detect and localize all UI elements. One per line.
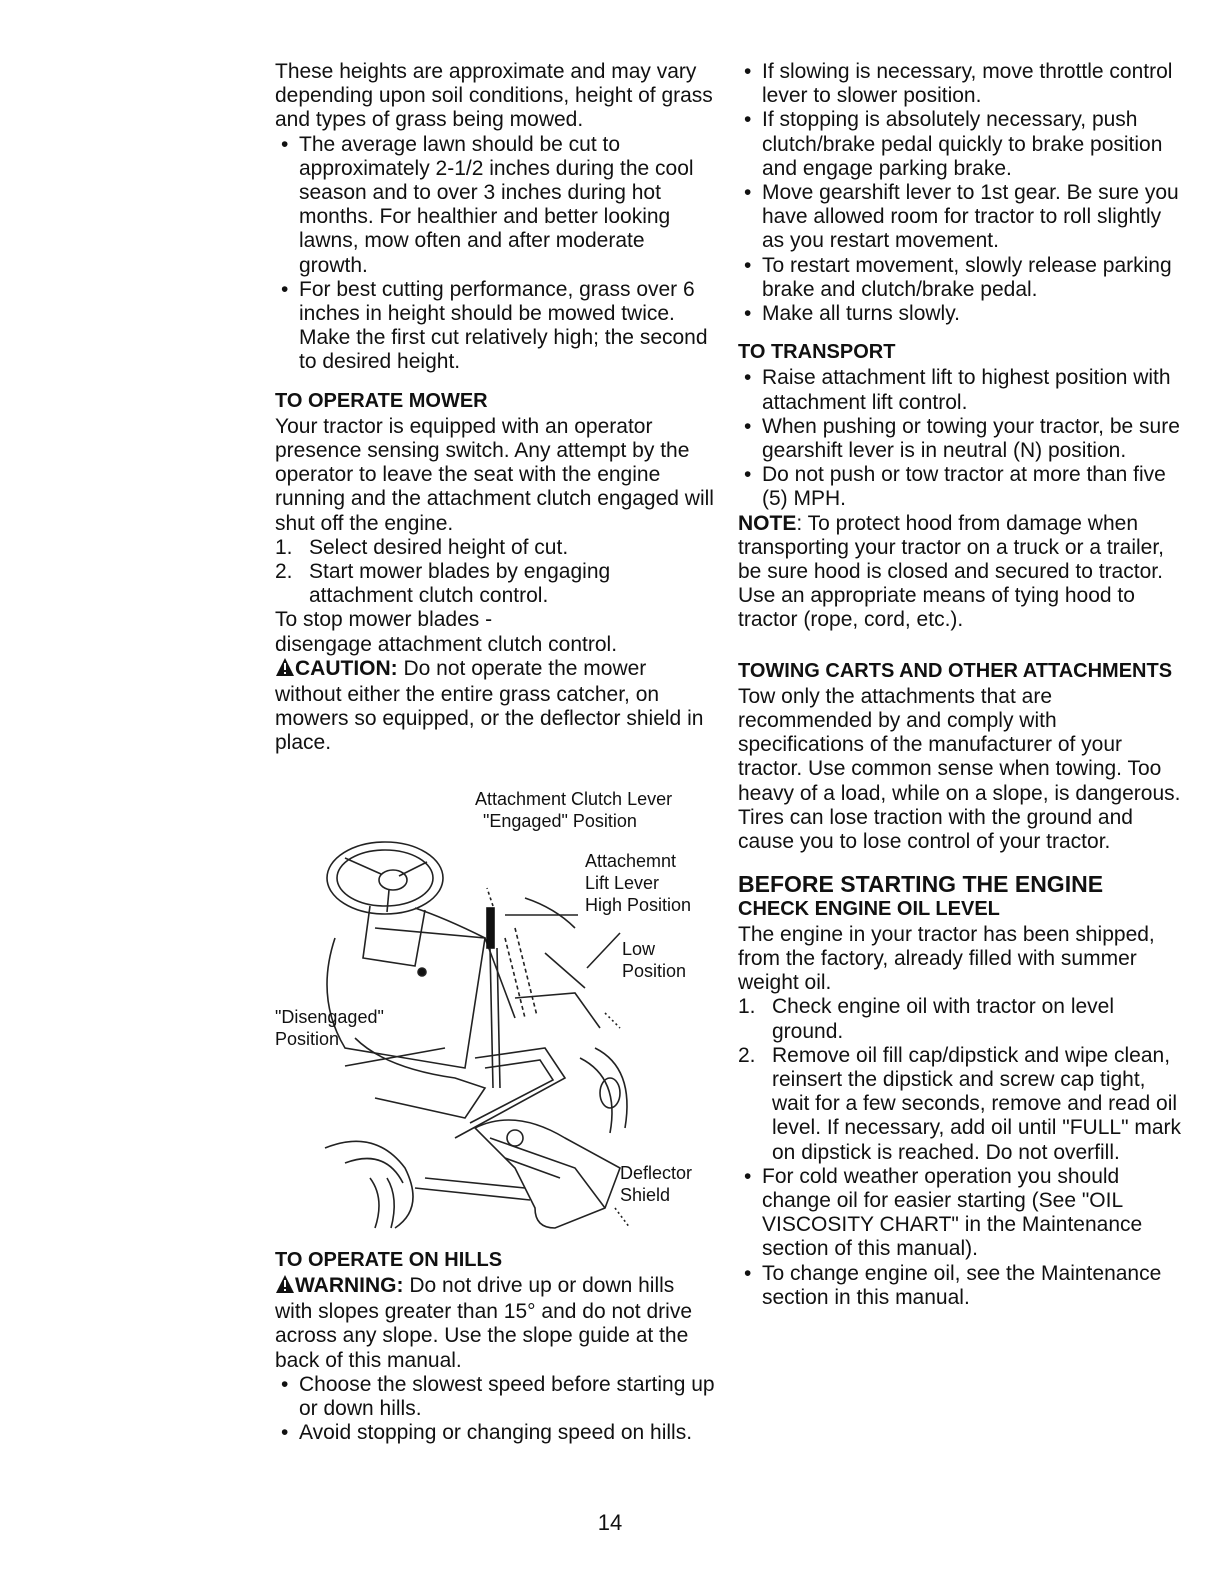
oil-list — [738, 1165, 1183, 1310]
callout-line: "Disengaged" — [275, 1006, 384, 1027]
list-item: • Do not push or tow tractor at more than five (5) MPH. — [738, 463, 1183, 511]
step-text: Check engine oil with tractor on level ground. — [772, 995, 1115, 1043]
list-item: • Make all turns slowly. — [738, 302, 1183, 326]
stop-blades-line: disengage attachment clutch control. — [275, 632, 618, 656]
list-item: • Choose the slowest speed before starting up or down hills. — [275, 1373, 715, 1421]
list-item — [275, 536, 715, 560]
note-text: : To protect hood from damage when transporting your tractor on a truck or a trailer, be sure hood is closed and secured to tractor. Use an appropriate means of tying hood to tractor (rope, cord, etc.). — [738, 511, 1165, 632]
caution-triangle-icon — [275, 657, 295, 683]
caution-label: CAUTION: — [295, 656, 398, 680]
step-number: 1. — [275, 535, 293, 559]
clutch-lever-callout — [475, 788, 672, 832]
operate-mower-steps — [275, 536, 715, 609]
step-number: 1. — [738, 995, 756, 1019]
callout-line: Shield — [620, 1184, 671, 1205]
step-text: Start mower blades by engaging attachment clutch control. — [309, 560, 611, 608]
towing-heading: TOWING CARTS AND OTHER ATTACHMENTS — [738, 659, 1173, 682]
left-column — [275, 60, 715, 1445]
step-text: Select desired height of cut. — [309, 535, 569, 559]
warning-label: WARNING: — [295, 1273, 404, 1297]
callout-line: Attachment Clutch Lever — [475, 788, 673, 809]
operate-mower-heading: TO OPERATE MOWER — [275, 389, 488, 412]
list-item: • Raise attachment lift to highest position with attachment lift control. — [738, 366, 1183, 414]
operate-mower-paragraph: Your tractor is equipped with an operator presence sensing switch. Any attempt by the operator to leave the seat with the engine running and the attachment clutch engaged will shut off the engine. — [275, 414, 714, 535]
oil-paragraph: The engine in your tractor has been shipped, from the factory, already filled with summer weight oil. — [738, 922, 1155, 995]
list-item: • For cold weather operation you should change oil for easier starting (See "OIL VISCOSITY CHART" in the Maintenance section of this manual). — [738, 1165, 1183, 1262]
list-item: • If stopping is absolutely necessary, push clutch/brake pedal quickly to brake position and engage parking brake. — [738, 108, 1183, 181]
list-item — [275, 560, 715, 608]
hills-list — [275, 1373, 715, 1446]
callout-line: "Engaged" Position — [483, 810, 637, 831]
step-number: 2. — [275, 560, 293, 584]
list-item: • To restart movement, slowly release parking brake and clutch/brake pedal. — [738, 254, 1183, 302]
mower-controls-figure — [275, 788, 715, 1240]
stop-blades-line: To stop mower blades - — [275, 608, 493, 632]
lift-lever-high-callout — [585, 850, 691, 916]
right-column — [738, 60, 1183, 1310]
callout-line: Low — [622, 938, 656, 959]
step-text: Remove oil fill cap/dipstick and wipe clean, reinsert the dipstick and screw cap tight, wait for a few seconds, remove and read oil level. If necessary, add oil until "FULL" mark on dipstick is reached. Do not overfill. — [772, 1043, 1182, 1164]
callout-line: High Position — [585, 894, 692, 915]
caution-paragraph — [275, 657, 715, 756]
list-item: • For best cutting performance, grass over 6 inches in height should be mowed twice. Make the first cut relatively high; the second to desired height. — [275, 278, 715, 375]
list-item: • If slowing is necessary, move throttle control lever to slower position. — [738, 60, 1183, 108]
before-starting-heading: BEFORE STARTING THE ENGINE — [738, 871, 1104, 898]
disengaged-position-callout — [275, 1006, 384, 1050]
list-item — [738, 1044, 1183, 1165]
transport-list — [738, 366, 1183, 511]
callout-line: Position — [275, 1028, 340, 1049]
oil-steps — [738, 995, 1183, 1164]
list-item: • Move gearshift lever to 1st gear. Be sure you have allowed room for tractor to roll slightly as you restart movement. — [738, 181, 1183, 254]
list-item — [738, 995, 1183, 1043]
list-item: • To change engine oil, see the Maintenance section in this manual. — [738, 1262, 1183, 1310]
callout-line: Lift Lever — [585, 872, 660, 893]
callout-line: Position — [622, 960, 687, 981]
warning-paragraph — [275, 1274, 715, 1373]
warning-text: Do not drive up or down hills with slopes greater than 15° and do not drive across any slope. Use the slope guide at the back of this manual. — [275, 1273, 692, 1372]
intro-paragraph: These heights are approximate and may vary depending upon soil conditions, height of grass and types of grass being mowed. — [275, 60, 713, 132]
callout-line: Deflector — [620, 1162, 693, 1183]
caution-text: Do not operate the mower without either the entire grass catcher, on mowers so equipped, or the deflector shield in place. — [275, 656, 704, 755]
lift-lever-low-callout — [622, 938, 686, 982]
warning-triangle-icon — [275, 1274, 295, 1300]
deflector-shield-callout — [620, 1162, 692, 1206]
callout-line: Attachemnt — [585, 850, 677, 871]
list-item: • Avoid stopping or changing speed on hills. — [275, 1421, 715, 1445]
step-number: 2. — [738, 1043, 756, 1067]
towing-paragraph: Tow only the attachments that are recommended by and comply with specifications of the manufacturer of your tractor. Use common sense when towing. Too heavy of a load, while on a slope, is dangerous. Tires can lose traction with the ground and cause you to lose control of your tractor. — [738, 684, 1181, 854]
transport-heading: TO TRANSPORT — [738, 341, 896, 364]
driving-list — [738, 60, 1183, 326]
note-label: NOTE — [738, 511, 797, 535]
operate-hills-heading: TO OPERATE ON HILLS — [275, 1248, 503, 1271]
mowing-height-list — [275, 133, 715, 375]
list-item: • The average lawn should be cut to approximately 2-1/2 inches during the cool season and to over 3 inches during hot months. For healthier and better looking lawns, mow often and after moderate growth. — [275, 133, 715, 278]
check-oil-heading: CHECK ENGINE OIL LEVEL — [738, 897, 1000, 920]
list-item: • When pushing or towing your tractor, be sure gearshift lever is in neutral (N) position. — [738, 415, 1183, 463]
transport-note — [738, 512, 1183, 633]
page-number: 14 — [597, 1510, 623, 1535]
